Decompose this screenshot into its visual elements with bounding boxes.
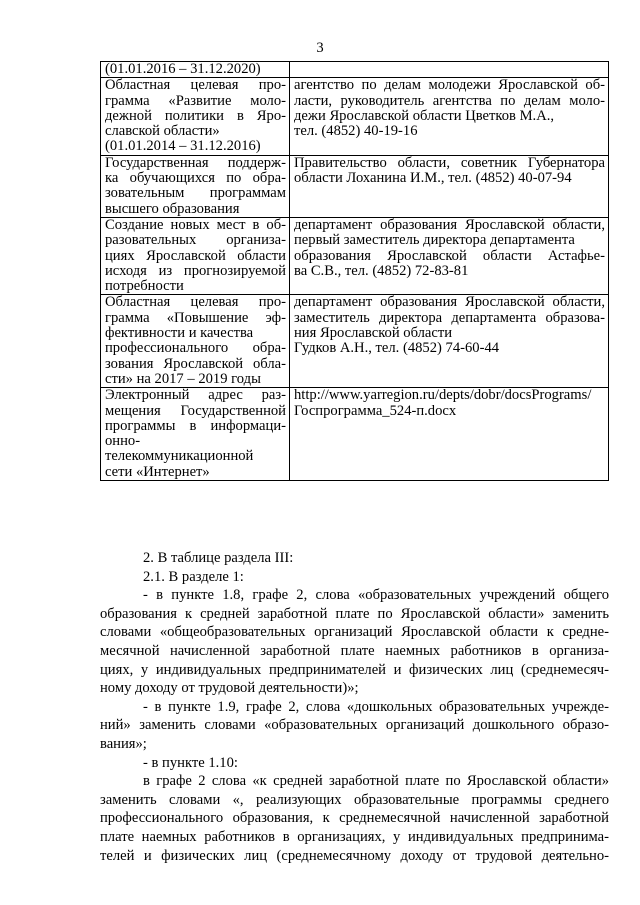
paragraph-line: месячной начисленной заработной плате наемных работников в организа- [100, 642, 609, 659]
table-cell-program [101, 62, 290, 78]
cell-line: ка обучающихся по обра- [105, 170, 286, 187]
paragraph-line: ний» заменить словами «образовательных организаций дошкольного образо- [100, 717, 609, 734]
cell-line: славской области» [105, 123, 220, 140]
table-cell-program [101, 155, 290, 217]
cell-link-line: Госпрограмма_524-п.docx [294, 402, 457, 419]
table-cell-program [101, 217, 290, 294]
cell-line: фективности и качества [105, 325, 254, 342]
table-cell-responsible [290, 78, 609, 155]
cell-line: программы в информаци- [105, 417, 286, 434]
cell-line: зования Ярославской обла- [105, 355, 286, 372]
table-cell-program [101, 78, 290, 155]
cell-line: профессионального обра- [105, 340, 286, 357]
cell-line: (01.01.2014 – 31.12.2016) [105, 138, 261, 155]
paragraph-line: - в пункте 1.8, графе 2, слова «образовательных учреждений общего [143, 587, 609, 604]
cell-line: мещения Государственной [105, 402, 286, 419]
cell-line: ласти, руководитель агентства по делам моло- [294, 92, 605, 109]
contacts-table [100, 61, 609, 481]
cell-line: (01.01.2016 – 31.12.2020) [105, 61, 261, 77]
table-row [101, 388, 609, 481]
paragraph-line: 2.1. В разделе 1: [143, 568, 244, 585]
cell-line: образования Ярославской области Астафье- [294, 247, 605, 264]
paragraph-line: вания»; [100, 735, 147, 752]
table-cell-program [101, 295, 290, 388]
table-row [101, 78, 609, 155]
cell-link-line: http://www.yarregion.ru/depts/dobr/docsPrograms/ [294, 387, 592, 404]
paragraph-line: - в пункте 1.9, графе 2, слова «дошкольных образовательных учрежде- [143, 698, 609, 715]
table-cell-responsible [290, 388, 609, 481]
table-row [101, 62, 609, 78]
paragraph-line: заменить словами «, реализующих образовательные программы среднего [100, 791, 609, 808]
cell-line: сети «Интернет» [105, 463, 210, 480]
cell-line: Областная целевая про- [105, 77, 286, 94]
cell-line: исходя из прогнозируемой [105, 262, 286, 279]
cell-line: Областная целевая про- [105, 294, 286, 311]
paragraph-line: 2. В таблице раздела III: [143, 550, 294, 566]
paragraph-line: в графе 2 слова «к средней заработной плате по Ярославской области» [143, 773, 609, 790]
cell-line: тел. (4852) 40-19-16 [294, 123, 418, 140]
cell-line: дежи Ярославской области Цветков М.А., [294, 107, 555, 124]
paragraph-line: словами «общеобразовательных организаций Ярославской области к средне- [100, 624, 609, 641]
paragraph-line: плате наемных работников в организациях, у индивидуальных предпринима- [100, 828, 609, 845]
cell-line: разовательных организа- [105, 232, 286, 249]
cell-line: Создание новых мест в об- [105, 216, 286, 233]
cell-line: грамма «Развитие моло- [105, 92, 286, 109]
page-number: 3 [316, 40, 324, 56]
cell-line: циях Ярославской области [105, 247, 286, 264]
cell-line: грамма «Повышение эф- [105, 309, 286, 326]
cell-line: Электронный адрес раз- [105, 387, 286, 404]
table-cell-responsible [290, 217, 609, 294]
cell-line: сти» на 2017 – 2019 годы [105, 370, 261, 387]
table-cell-program [101, 388, 290, 481]
cell-line: агентство по делам молодежи Ярославской об- [294, 77, 605, 94]
table-row [101, 217, 609, 294]
paragraph-line: образования к средней заработной плате по Ярославской области» заменить [100, 605, 609, 622]
cell-line: высшего образования [105, 200, 240, 217]
table-row [101, 155, 609, 217]
cell-line: департамент образования Ярославской области, [294, 216, 605, 233]
paragraph-line: ному доходу от трудовой деятельности)»; [100, 680, 359, 697]
cell-line: заместитель директора департамента образова- [294, 309, 605, 326]
table-row [101, 295, 609, 388]
cell-line: ния Ярославской области [294, 325, 453, 342]
cell-line: онно- [105, 433, 141, 450]
cell-line: зовательным программам [105, 185, 286, 202]
cell-line: ва С.В., тел. (4852) 72-83-81 [294, 262, 469, 279]
cell-line: первый заместитель директора департамента [294, 232, 575, 249]
table-cell-responsible [290, 295, 609, 388]
cell-line: области Лоханина И.М., тел. (4852) 40-07-94 [294, 170, 572, 187]
cell-line: департамент образования Ярославской области, [294, 294, 605, 311]
cell-line: Государственная поддерж- [105, 154, 286, 171]
cell-line: потребности [105, 278, 184, 295]
table-cell-responsible [290, 155, 609, 217]
paragraph-line: - в пункте 1.10: [143, 754, 238, 771]
paragraph-line: циях, у индивидуальных предпринимателей и физических лиц (среднемесяч- [100, 661, 609, 678]
cell-line: телекоммуникационной [105, 448, 254, 465]
paragraph-line: профессионального образования, к среднемесячной начисленной заработной [100, 810, 609, 827]
cell-line: дежной политики в Яро- [105, 107, 286, 124]
amendment-text [100, 549, 609, 865]
cell-line: Гудков А.Н., тел. (4852) 74-60-44 [294, 340, 500, 357]
cell-line: Правительство области, советник Губернатора [294, 154, 605, 171]
table-cell-responsible [290, 62, 609, 78]
paragraph-line: телей и физических лиц (среднемесячному доходу от трудовой деятельно- [100, 847, 609, 864]
